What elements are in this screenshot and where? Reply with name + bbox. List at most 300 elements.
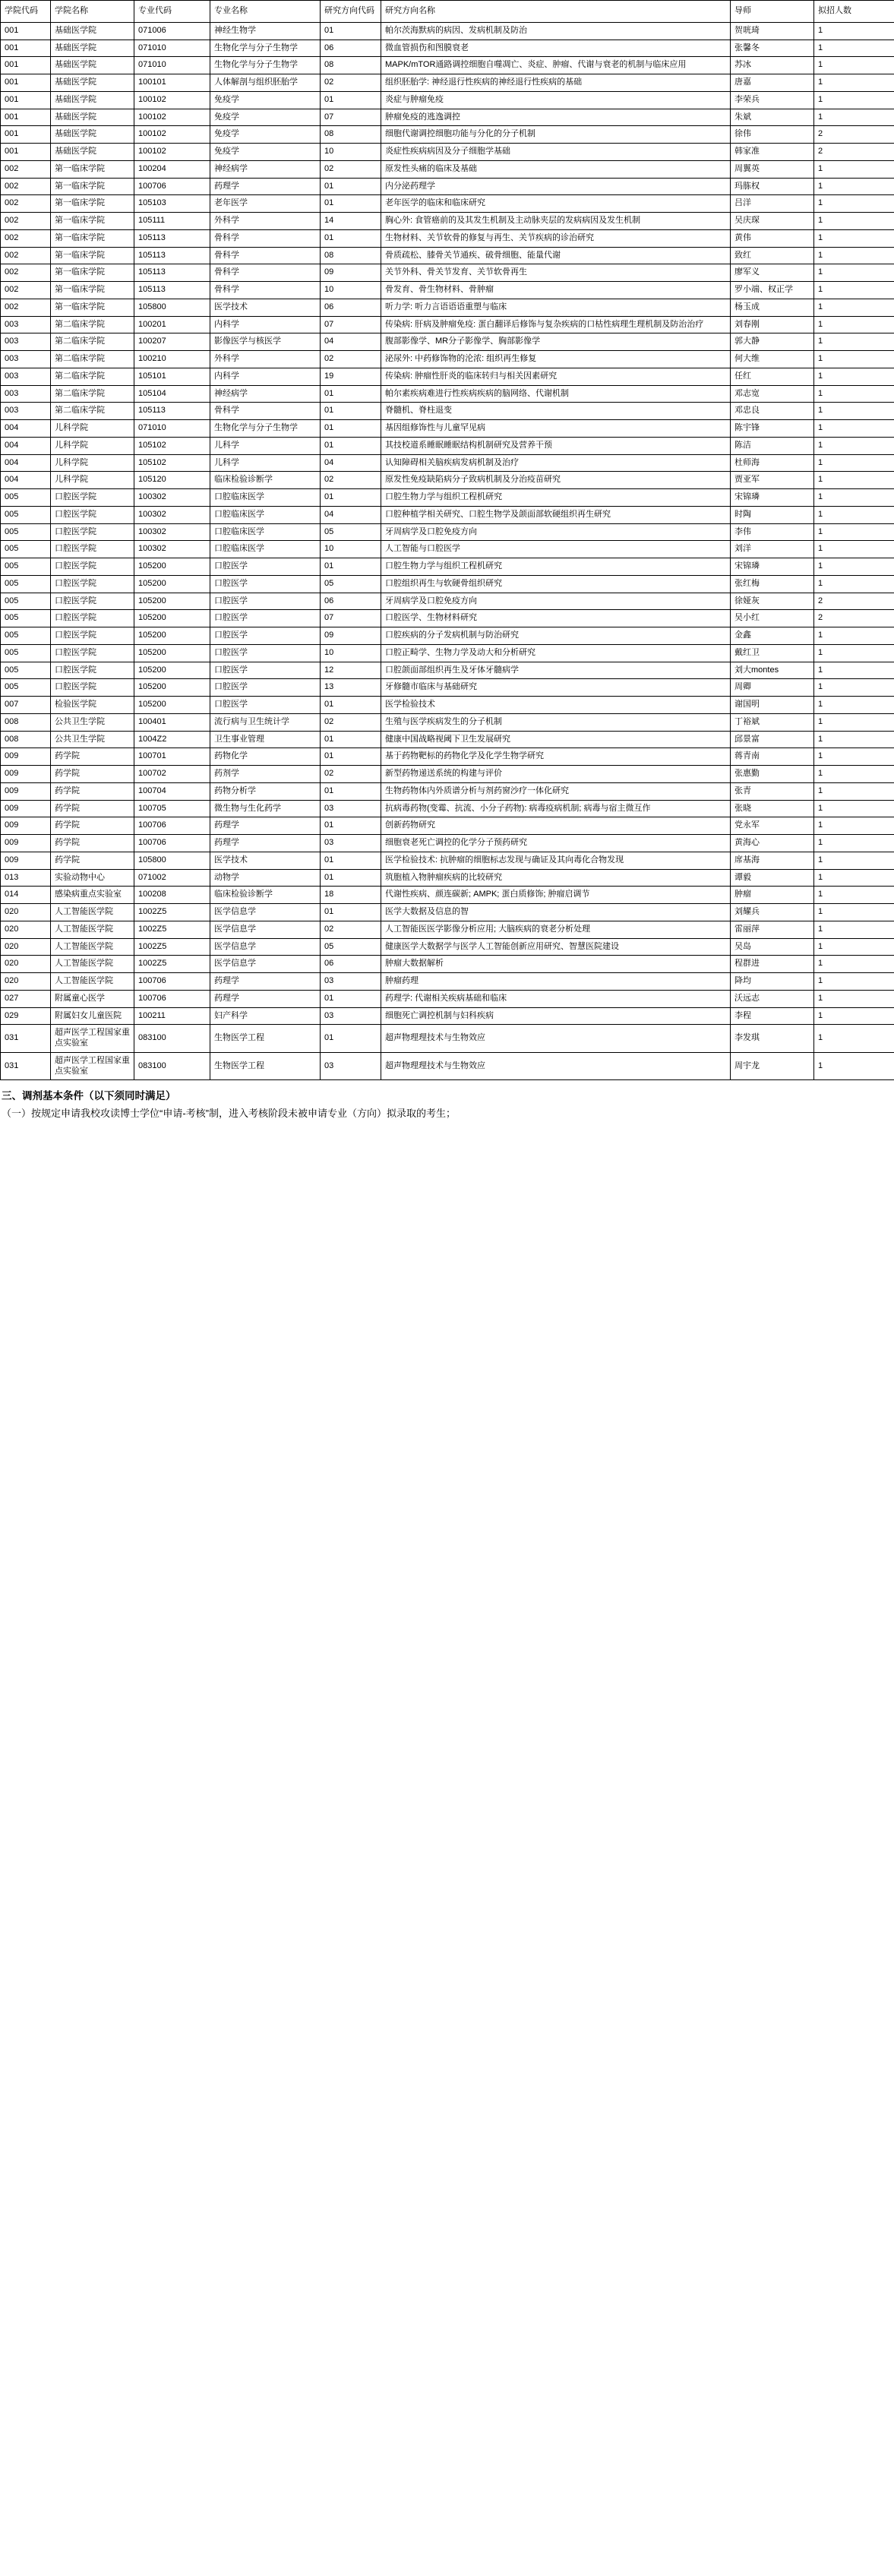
cell-quota: 1 bbox=[814, 731, 894, 748]
cell-college-name: 第一临床学院 bbox=[51, 160, 134, 178]
cell-direction-code: 04 bbox=[321, 333, 381, 351]
cell-quota: 1 bbox=[814, 472, 894, 489]
table-row bbox=[1, 887, 894, 904]
table-row bbox=[1, 610, 894, 627]
table-row bbox=[1, 229, 894, 247]
cell-supervisor: 吴小红 bbox=[731, 610, 814, 627]
cell-supervisor: 韩家准 bbox=[731, 144, 814, 161]
cell-direction-name: 牙周病学及口腔免疫方向 bbox=[381, 593, 731, 610]
cell-direction-code: 02 bbox=[321, 921, 381, 938]
cell-major-code: 105103 bbox=[134, 195, 210, 213]
cell-major-name: 口腔医学 bbox=[210, 644, 321, 662]
cell-supervisor: 刘大montes bbox=[731, 662, 814, 679]
cell-college-name: 基础医学院 bbox=[51, 22, 134, 40]
table-row bbox=[1, 1052, 894, 1080]
cell-major-code: 100706 bbox=[134, 178, 210, 195]
cell-college-code: 027 bbox=[1, 990, 51, 1007]
cell-major-code: 105113 bbox=[134, 403, 210, 420]
cell-quota: 1 bbox=[814, 109, 894, 126]
cell-supervisor: 沃远志 bbox=[731, 990, 814, 1007]
cell-quota: 2 bbox=[814, 610, 894, 627]
cell-quota: 1 bbox=[814, 489, 894, 507]
cell-supervisor: 降均 bbox=[731, 973, 814, 991]
cell-supervisor: 周卿 bbox=[731, 679, 814, 697]
cell-direction-code: 01 bbox=[321, 697, 381, 714]
cell-direction-code: 01 bbox=[321, 403, 381, 420]
cell-direction-name: 脊髓机、脊柱退变 bbox=[381, 403, 731, 420]
table-row bbox=[1, 766, 894, 783]
cell-quota: 1 bbox=[814, 800, 894, 817]
cell-supervisor: 黄伟 bbox=[731, 229, 814, 247]
table-row bbox=[1, 264, 894, 282]
table-row bbox=[1, 126, 894, 144]
cell-supervisor: 苏冰 bbox=[731, 57, 814, 74]
cell-major-name: 外科学 bbox=[210, 351, 321, 368]
cell-major-name: 影像医学与核医学 bbox=[210, 333, 321, 351]
cell-major-name: 口腔临床医学 bbox=[210, 489, 321, 507]
cell-direction-name: 超声物理理技术与生物效应 bbox=[381, 1025, 731, 1053]
cell-quota: 1 bbox=[814, 264, 894, 282]
cell-quota: 1 bbox=[814, 385, 894, 403]
cell-college-name: 公共卫生学院 bbox=[51, 731, 134, 748]
cell-direction-code: 03 bbox=[321, 973, 381, 991]
cell-direction-code: 02 bbox=[321, 766, 381, 783]
cell-quota: 1 bbox=[814, 1052, 894, 1080]
cell-direction-code: 03 bbox=[321, 1052, 381, 1080]
cell-college-code: 031 bbox=[1, 1052, 51, 1080]
cell-direction-code: 03 bbox=[321, 1007, 381, 1025]
cell-college-code: 005 bbox=[1, 593, 51, 610]
table-row bbox=[1, 575, 894, 593]
cell-major-code: 071010 bbox=[134, 420, 210, 438]
cell-quota: 1 bbox=[814, 748, 894, 766]
cell-major-name: 口腔临床医学 bbox=[210, 523, 321, 541]
table-row bbox=[1, 437, 894, 454]
cell-quota: 1 bbox=[814, 299, 894, 316]
cell-direction-name: 创新药物研究 bbox=[381, 817, 731, 835]
cell-college-code: 009 bbox=[1, 748, 51, 766]
cell-direction-name: 基于药物靶标的药物化学及化学生物学研究 bbox=[381, 748, 731, 766]
cell-college-code: 002 bbox=[1, 282, 51, 299]
cell-direction-code: 01 bbox=[321, 904, 381, 921]
cell-major-name: 药物化学 bbox=[210, 748, 321, 766]
cell-direction-code: 10 bbox=[321, 644, 381, 662]
cell-college-name: 人工智能医学院 bbox=[51, 921, 134, 938]
cell-direction-name: 生殖与医学疾病发生的分子机制 bbox=[381, 713, 731, 731]
cell-quota: 1 bbox=[814, 1025, 894, 1053]
cell-major-name: 药剂学 bbox=[210, 766, 321, 783]
cell-direction-name: 人工智能医医学影像分析应用; 大脑疾病的衰老分析处理 bbox=[381, 921, 731, 938]
cell-direction-name: 听力学: 听力言语语语重塑与临床 bbox=[381, 299, 731, 316]
cell-direction-code: 05 bbox=[321, 938, 381, 956]
cell-college-code: 009 bbox=[1, 782, 51, 800]
cell-college-name: 儿科学院 bbox=[51, 437, 134, 454]
cell-quota: 1 bbox=[814, 627, 894, 645]
cell-college-code: 029 bbox=[1, 1007, 51, 1025]
cell-college-code: 005 bbox=[1, 541, 51, 558]
table-row bbox=[1, 316, 894, 333]
cell-major-code: 105200 bbox=[134, 593, 210, 610]
cell-college-code: 003 bbox=[1, 333, 51, 351]
cell-supervisor: 张红梅 bbox=[731, 575, 814, 593]
table-row bbox=[1, 921, 894, 938]
cell-major-code: 105120 bbox=[134, 472, 210, 489]
cell-major-name: 口腔医学 bbox=[210, 610, 321, 627]
cell-supervisor: 谢国明 bbox=[731, 697, 814, 714]
cell-direction-name: 医学检验技术: 抗肿瘤的细胞标志发现与确证及其向毒化合物发现 bbox=[381, 852, 731, 869]
cell-supervisor: 张青 bbox=[731, 782, 814, 800]
cell-college-name: 口腔医学院 bbox=[51, 627, 134, 645]
cell-major-code: 105200 bbox=[134, 697, 210, 714]
cell-major-name: 药理学 bbox=[210, 973, 321, 991]
table-row bbox=[1, 420, 894, 438]
table-row bbox=[1, 1025, 894, 1053]
cell-college-code: 014 bbox=[1, 887, 51, 904]
cell-supervisor: 罗小端、权正学 bbox=[731, 282, 814, 299]
cell-direction-code: 01 bbox=[321, 385, 381, 403]
cell-college-code: 005 bbox=[1, 679, 51, 697]
table-row bbox=[1, 178, 894, 195]
cell-major-name: 神经病学 bbox=[210, 385, 321, 403]
cell-direction-code: 01 bbox=[321, 558, 381, 576]
cell-major-code: 100207 bbox=[134, 333, 210, 351]
cell-college-name: 基础医学院 bbox=[51, 126, 134, 144]
cell-quota: 1 bbox=[814, 679, 894, 697]
cell-supervisor: 戴红卫 bbox=[731, 644, 814, 662]
cell-college-name: 基础医学院 bbox=[51, 74, 134, 92]
cell-quota: 1 bbox=[814, 869, 894, 887]
cell-college-name: 基础医学院 bbox=[51, 91, 134, 109]
table-row bbox=[1, 144, 894, 161]
cell-direction-code: 06 bbox=[321, 593, 381, 610]
cell-direction-name: 牙修髓市临床与基础研究 bbox=[381, 679, 731, 697]
cell-direction-name: 微血管损伤和图膜衰老 bbox=[381, 40, 731, 57]
cell-major-code: 100101 bbox=[134, 74, 210, 92]
cell-direction-code: 02 bbox=[321, 74, 381, 92]
cell-supervisor: 陈洁 bbox=[731, 437, 814, 454]
cell-direction-code: 13 bbox=[321, 679, 381, 697]
table-row bbox=[1, 593, 894, 610]
cell-college-name: 第一临床学院 bbox=[51, 282, 134, 299]
cell-major-code: 100706 bbox=[134, 817, 210, 835]
cell-college-code: 020 bbox=[1, 956, 51, 973]
cell-college-name: 第二临床学院 bbox=[51, 333, 134, 351]
cell-direction-code: 03 bbox=[321, 800, 381, 817]
cell-college-code: 005 bbox=[1, 627, 51, 645]
cell-college-code: 005 bbox=[1, 558, 51, 576]
table-row bbox=[1, 852, 894, 869]
cell-major-code: 1002Z5 bbox=[134, 904, 210, 921]
cell-direction-name: 帕尔茨海默病的病因、发病机制及防治 bbox=[381, 22, 731, 40]
cell-college-code: 001 bbox=[1, 22, 51, 40]
cell-supervisor: 李伟 bbox=[731, 523, 814, 541]
cell-quota: 1 bbox=[814, 575, 894, 593]
cell-direction-code: 05 bbox=[321, 575, 381, 593]
cell-major-code: 100302 bbox=[134, 489, 210, 507]
cell-direction-name: 细胞死亡调控机制与妇科疾病 bbox=[381, 1007, 731, 1025]
cell-quota: 1 bbox=[814, 817, 894, 835]
cell-major-name: 骨科学 bbox=[210, 264, 321, 282]
cell-direction-name: 健康中国战略视阈下卫生发展研究 bbox=[381, 731, 731, 748]
cell-direction-name: 其技校道系睡眠睡眠结构机制研究及营养干预 bbox=[381, 437, 731, 454]
table-row bbox=[1, 662, 894, 679]
cell-direction-code: 08 bbox=[321, 247, 381, 264]
cell-college-code: 003 bbox=[1, 351, 51, 368]
cell-supervisor: 徐娅灰 bbox=[731, 593, 814, 610]
cell-college-name: 第一临床学院 bbox=[51, 299, 134, 316]
cell-major-name: 免疫学 bbox=[210, 109, 321, 126]
cell-direction-name: 口腔组织再生与软硬骨组织研究 bbox=[381, 575, 731, 593]
cell-college-code: 001 bbox=[1, 109, 51, 126]
cell-college-name: 第二临床学院 bbox=[51, 368, 134, 385]
cell-quota: 2 bbox=[814, 144, 894, 161]
table-row bbox=[1, 282, 894, 299]
cell-college-name: 药学院 bbox=[51, 852, 134, 869]
cell-supervisor: 徐伟 bbox=[731, 126, 814, 144]
cell-major-name: 生物化学与分子生物学 bbox=[210, 40, 321, 57]
cell-college-name: 儿科学院 bbox=[51, 454, 134, 472]
cell-direction-name: 帕尔素疾病难进行性疾病疾病的脑网络、代谢机制 bbox=[381, 385, 731, 403]
cell-college-name: 人工智能医学院 bbox=[51, 956, 134, 973]
cell-college-code: 004 bbox=[1, 437, 51, 454]
cell-college-code: 002 bbox=[1, 264, 51, 282]
cell-major-code: 105102 bbox=[134, 437, 210, 454]
cell-major-name: 老年医学 bbox=[210, 195, 321, 213]
table-body bbox=[1, 22, 894, 1080]
cell-direction-code: 19 bbox=[321, 368, 381, 385]
cell-quota: 1 bbox=[814, 523, 894, 541]
cell-supervisor: 贺咣琦 bbox=[731, 22, 814, 40]
column-header-quota: 拟招人数 bbox=[814, 1, 894, 23]
cell-direction-name: 代谢性疾病、颜连碳新; AMPK; 蛋白质修饰; 肿瘤启调节 bbox=[381, 887, 731, 904]
cell-supervisor: 杜师海 bbox=[731, 454, 814, 472]
cell-college-name: 第二临床学院 bbox=[51, 403, 134, 420]
cell-college-code: 004 bbox=[1, 420, 51, 438]
cell-direction-name: 基因组修饰性与儿童罕见病 bbox=[381, 420, 731, 438]
cell-major-code: 105113 bbox=[134, 282, 210, 299]
cell-major-name: 骨科学 bbox=[210, 229, 321, 247]
cell-college-name: 口腔医学院 bbox=[51, 506, 134, 523]
cell-college-name: 超声医学工程国家重点实验室 bbox=[51, 1025, 134, 1053]
table-header bbox=[1, 1, 894, 23]
cell-major-code: 100102 bbox=[134, 109, 210, 126]
cell-college-code: 005 bbox=[1, 506, 51, 523]
cell-major-code: 100706 bbox=[134, 973, 210, 991]
cell-quota: 1 bbox=[814, 160, 894, 178]
cell-supervisor: 贾亚军 bbox=[731, 472, 814, 489]
cell-college-code: 007 bbox=[1, 697, 51, 714]
cell-quota: 1 bbox=[814, 403, 894, 420]
table-row bbox=[1, 109, 894, 126]
table-row bbox=[1, 247, 894, 264]
cell-supervisor: 金鑫 bbox=[731, 627, 814, 645]
cell-supervisor: 郭大静 bbox=[731, 333, 814, 351]
cell-major-code: 071002 bbox=[134, 869, 210, 887]
cell-direction-name: 口腔种植学相关研究、口腔生物学及颌面部软硬组织再生研究 bbox=[381, 506, 731, 523]
cell-supervisor: 玛胨权 bbox=[731, 178, 814, 195]
cell-direction-code: 02 bbox=[321, 472, 381, 489]
cell-college-code: 005 bbox=[1, 662, 51, 679]
cell-supervisor: 朱斌 bbox=[731, 109, 814, 126]
table-row bbox=[1, 160, 894, 178]
cell-direction-name: 口腔疾病的分子发病机制与防治研究 bbox=[381, 627, 731, 645]
cell-major-code: 105800 bbox=[134, 852, 210, 869]
cell-major-code: 105200 bbox=[134, 662, 210, 679]
table-row bbox=[1, 213, 894, 230]
cell-major-code: 105113 bbox=[134, 247, 210, 264]
cell-direction-code: 03 bbox=[321, 835, 381, 852]
table-row bbox=[1, 333, 894, 351]
footer-paragraph-1: （一）按规定申请我校攻读博士学位“申请-考核”制，进入考核阶段未被申请专业（方向）拟录取的考生； bbox=[2, 1108, 456, 1120]
cell-supervisor: 肿瘤 bbox=[731, 887, 814, 904]
cell-major-code: 1002Z5 bbox=[134, 956, 210, 973]
cell-supervisor: 李发琪 bbox=[731, 1025, 814, 1053]
cell-quota: 1 bbox=[814, 178, 894, 195]
table-row bbox=[1, 904, 894, 921]
cell-college-code: 002 bbox=[1, 195, 51, 213]
cell-college-name: 第一临床学院 bbox=[51, 229, 134, 247]
cell-direction-code: 04 bbox=[321, 506, 381, 523]
cell-direction-code: 07 bbox=[321, 109, 381, 126]
cell-college-name: 第一临床学院 bbox=[51, 264, 134, 282]
cell-college-name: 药学院 bbox=[51, 748, 134, 766]
cell-supervisor: 谭毅 bbox=[731, 869, 814, 887]
cell-college-name: 药学院 bbox=[51, 782, 134, 800]
table-row bbox=[1, 385, 894, 403]
cell-major-name: 骨科学 bbox=[210, 403, 321, 420]
cell-quota: 1 bbox=[814, 887, 894, 904]
cell-major-code: 100706 bbox=[134, 835, 210, 852]
cell-direction-code: 10 bbox=[321, 541, 381, 558]
cell-major-name: 口腔临床医学 bbox=[210, 541, 321, 558]
cell-direction-code: 01 bbox=[321, 229, 381, 247]
cell-college-name: 药学院 bbox=[51, 817, 134, 835]
table-row bbox=[1, 506, 894, 523]
cell-major-name: 免疫学 bbox=[210, 144, 321, 161]
cell-college-name: 第二临床学院 bbox=[51, 385, 134, 403]
cell-college-code: 001 bbox=[1, 91, 51, 109]
table-row bbox=[1, 938, 894, 956]
cell-direction-code: 06 bbox=[321, 299, 381, 316]
cell-quota: 1 bbox=[814, 40, 894, 57]
cell-college-code: 020 bbox=[1, 973, 51, 991]
cell-direction-code: 10 bbox=[321, 144, 381, 161]
cell-major-name: 口腔医学 bbox=[210, 575, 321, 593]
cell-major-name: 动物学 bbox=[210, 869, 321, 887]
cell-college-code: 002 bbox=[1, 178, 51, 195]
cell-direction-code: 14 bbox=[321, 213, 381, 230]
cell-direction-code: 01 bbox=[321, 782, 381, 800]
cell-major-code: 071010 bbox=[134, 57, 210, 74]
table-row bbox=[1, 782, 894, 800]
cell-major-code: 1002Z5 bbox=[134, 938, 210, 956]
cell-college-name: 药学院 bbox=[51, 835, 134, 852]
cell-direction-code: 09 bbox=[321, 264, 381, 282]
cell-college-name: 人工智能医学院 bbox=[51, 938, 134, 956]
cell-major-code: 105800 bbox=[134, 299, 210, 316]
table-row bbox=[1, 454, 894, 472]
cell-supervisor: 何大维 bbox=[731, 351, 814, 368]
cell-major-name: 骨科学 bbox=[210, 247, 321, 264]
cell-major-name: 医学技术 bbox=[210, 852, 321, 869]
cell-college-name: 第一临床学院 bbox=[51, 195, 134, 213]
table-row bbox=[1, 489, 894, 507]
table-row bbox=[1, 697, 894, 714]
cell-quota: 1 bbox=[814, 22, 894, 40]
cell-supervisor: 周翼英 bbox=[731, 160, 814, 178]
cell-major-name: 口腔医学 bbox=[210, 558, 321, 576]
cell-supervisor: 吕洋 bbox=[731, 195, 814, 213]
cell-college-name: 口腔医学院 bbox=[51, 662, 134, 679]
cell-supervisor: 吴庆琛 bbox=[731, 213, 814, 230]
cell-major-code: 100704 bbox=[134, 782, 210, 800]
cell-supervisor: 黄海心 bbox=[731, 835, 814, 852]
cell-college-code: 001 bbox=[1, 57, 51, 74]
cell-major-name: 儿科学 bbox=[210, 437, 321, 454]
cell-quota: 1 bbox=[814, 420, 894, 438]
cell-direction-code: 07 bbox=[321, 316, 381, 333]
cell-supervisor: 邱景富 bbox=[731, 731, 814, 748]
cell-direction-name: 原发性头痛的临床及基础 bbox=[381, 160, 731, 178]
cell-direction-name: 肿瘤药理 bbox=[381, 973, 731, 991]
cell-direction-name: 超声物理理技术与生物效应 bbox=[381, 1052, 731, 1080]
cell-direction-name: 牙周病学及口腔免疫方向 bbox=[381, 523, 731, 541]
cell-college-name: 口腔医学院 bbox=[51, 679, 134, 697]
cell-supervisor: 周宇龙 bbox=[731, 1052, 814, 1080]
cell-supervisor: 致红 bbox=[731, 247, 814, 264]
cell-major-code: 100302 bbox=[134, 506, 210, 523]
cell-quota: 1 bbox=[814, 644, 894, 662]
cell-college-code: 001 bbox=[1, 74, 51, 92]
cell-major-name: 口腔医学 bbox=[210, 679, 321, 697]
cell-direction-name: 肿瘤大数据解析 bbox=[381, 956, 731, 973]
cell-direction-code: 06 bbox=[321, 956, 381, 973]
cell-direction-name: MAPK/mTOR通路调控细胞自噬凋亡、炎症、肿瘤、代谢与衰老的机制与临床应用 bbox=[381, 57, 731, 74]
cell-direction-name: 细胞衰老死亡调控的化学分子预药研究 bbox=[381, 835, 731, 852]
cell-college-name: 实验动物中心 bbox=[51, 869, 134, 887]
cell-direction-code: 02 bbox=[321, 713, 381, 731]
cell-major-name: 医学信息学 bbox=[210, 921, 321, 938]
cell-supervisor: 丁裕斌 bbox=[731, 713, 814, 731]
cell-direction-code: 08 bbox=[321, 57, 381, 74]
cell-quota: 1 bbox=[814, 558, 894, 576]
cell-supervisor: 刘春刚 bbox=[731, 316, 814, 333]
table-row bbox=[1, 40, 894, 57]
cell-college-code: 001 bbox=[1, 126, 51, 144]
cell-college-name: 药学院 bbox=[51, 766, 134, 783]
cell-direction-name: 口腔颌面部组织再生及牙体牙髓病学 bbox=[381, 662, 731, 679]
cell-direction-code: 04 bbox=[321, 454, 381, 472]
cell-major-name: 口腔医学 bbox=[210, 697, 321, 714]
cell-major-name: 儿科学 bbox=[210, 454, 321, 472]
cell-college-code: 009 bbox=[1, 835, 51, 852]
cell-direction-name: 关节外科、骨关节发育、关节软骨再生 bbox=[381, 264, 731, 282]
cell-college-name: 感染病重点实验室 bbox=[51, 887, 134, 904]
cell-quota: 1 bbox=[814, 229, 894, 247]
cell-quota: 1 bbox=[814, 351, 894, 368]
cell-major-code: 105104 bbox=[134, 385, 210, 403]
enrollment-table bbox=[0, 0, 894, 1080]
cell-college-code: 001 bbox=[1, 40, 51, 57]
cell-college-code: 009 bbox=[1, 817, 51, 835]
cell-direction-code: 01 bbox=[321, 489, 381, 507]
cell-direction-name: 传染病: 肝病及肿瘤免疫: 蛋白翻译后修饰与复杂疾病的口枯性病理生理机制及防治治疗 bbox=[381, 316, 731, 333]
cell-college-name: 基础医学院 bbox=[51, 40, 134, 57]
cell-college-code: 004 bbox=[1, 454, 51, 472]
cell-major-name: 医学信息学 bbox=[210, 956, 321, 973]
cell-direction-name: 老年医学的临床和临床研究 bbox=[381, 195, 731, 213]
cell-college-name: 基础医学院 bbox=[51, 57, 134, 74]
